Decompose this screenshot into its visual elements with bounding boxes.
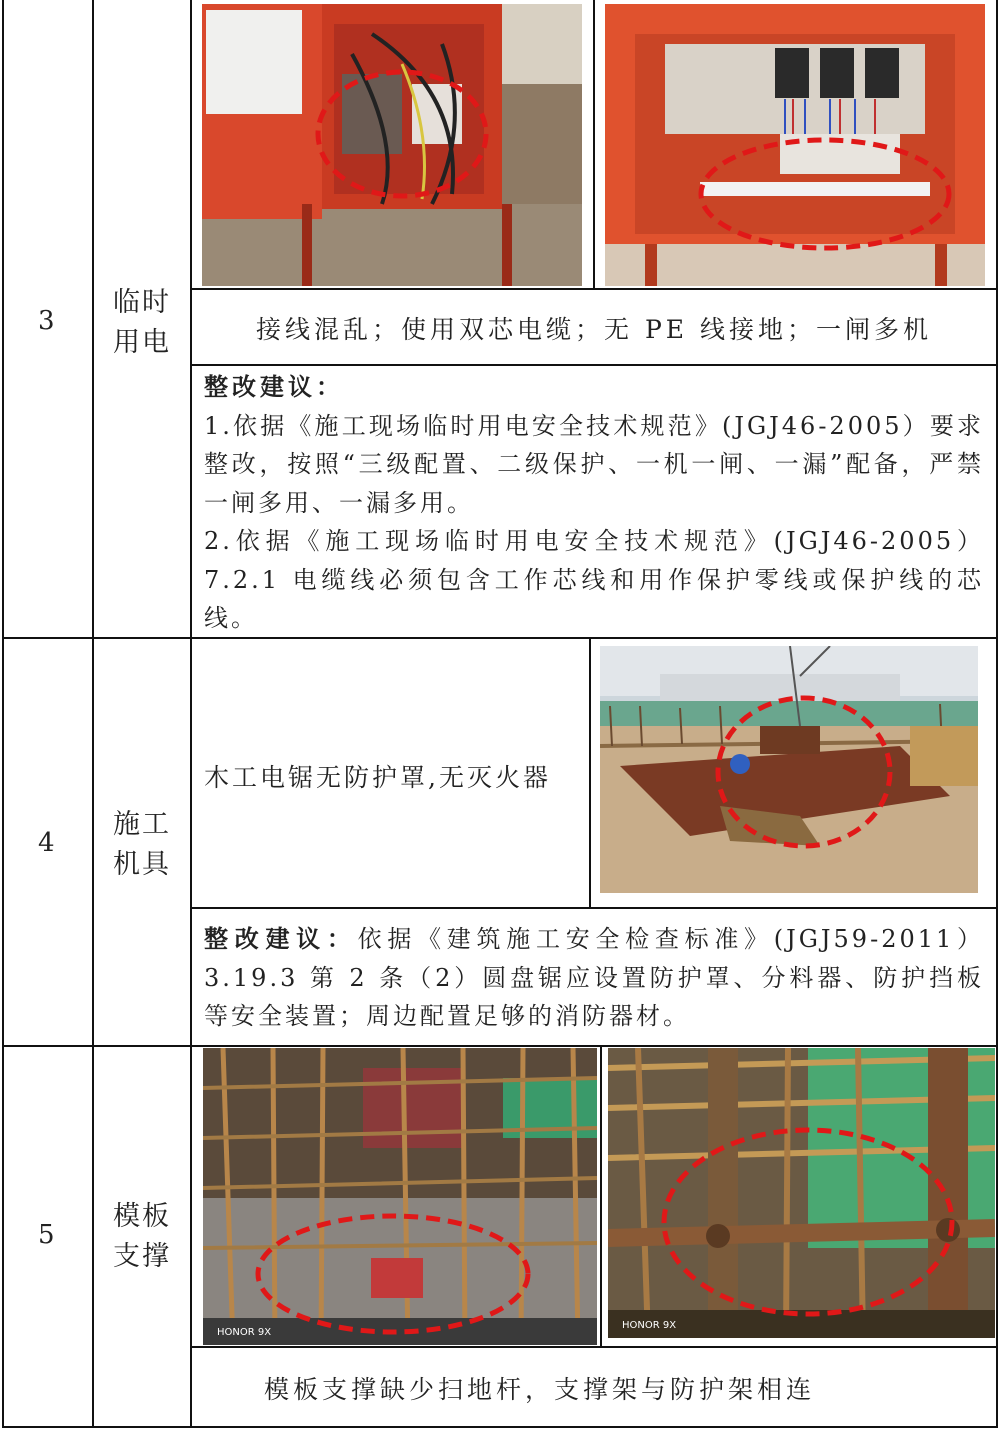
photo-divider-row5 (600, 1046, 602, 1346)
row3-description: 接线混乱；使用双芯电缆；无 PE 线接地；一闸多机 (256, 315, 932, 344)
row4-category-line1: 施工 (113, 809, 171, 840)
row3-suggestion-heading: 整改建议： (204, 372, 344, 401)
row3-photo-bottom-line (190, 288, 998, 290)
row4-category (113, 805, 171, 885)
row3-suggestion (204, 368, 984, 638)
watermark-left: HONOR 9X (217, 1327, 272, 1338)
table-border-left (2, 0, 4, 1428)
row3-category (113, 283, 171, 363)
row5-category-line1: 模板 (113, 1201, 171, 1232)
formwork-support-photo-right (608, 1048, 995, 1338)
row4-suggestion (204, 920, 984, 1036)
formwork-support-photo-left (203, 1048, 597, 1345)
photo-divider-row4 (589, 638, 591, 908)
table-border-right (996, 0, 998, 1428)
distribution-box-photo-right (605, 4, 985, 286)
circular-saw-photo (600, 646, 978, 893)
row4-bottom-line (2, 1045, 998, 1047)
row3-category-line1: 临时 (113, 287, 171, 318)
row4-suggestion-body: 依据《建筑施工安全检查标准》(JGJ59-2011）3.19.3 第 2 条（2）圆盘锯应设置防护罩、分料器、防护挡板等安全装置；周边配置足够的消防器材。 (204, 925, 984, 1030)
photo-divider-row3 (593, 0, 595, 288)
row4-description: 木工电锯无防护罩,无灭火器 (204, 763, 551, 792)
row5-category-line2: 支撑 (113, 1241, 171, 1272)
row5-number: 5 (38, 1220, 55, 1250)
distribution-box-photo-left (202, 4, 582, 286)
row5-category (113, 1197, 171, 1277)
row4-desc-bottom-line (190, 907, 998, 909)
row4-category-line2: 机具 (113, 849, 171, 880)
row3-suggestion-item1: 1.依据《施工现场临时用电安全技术规范》(JGJ46-2005）要求整改，按照“三级配置、二级保护、一机一闸、一漏”配备，严禁一闸多用、一漏多用。 (204, 411, 984, 517)
table-divider-category (190, 0, 192, 1428)
table-divider-number (92, 0, 94, 1428)
row3-category-line2: 用电 (113, 327, 171, 358)
row3-suggestion-item2: 2.依据《施工现场临时用电安全技术规范》(JGJ46-2005）7.2.1 电缆线必须包含工作芯线和用作保护零线或保护线的芯线。 (204, 527, 984, 632)
row5-description: 模板支撑缺少扫地杆，支撑架与防护架相连 (264, 1375, 816, 1404)
watermark-right: HONOR 9X (622, 1320, 677, 1331)
row4-number: 4 (38, 828, 55, 858)
row5-photo-bottom-line (190, 1346, 998, 1348)
row4-suggestion-heading: 整改建议： (204, 924, 358, 953)
row3-number: 3 (38, 306, 55, 336)
row3-desc-bottom-line (190, 364, 998, 366)
table-border-bottom (2, 1426, 998, 1428)
